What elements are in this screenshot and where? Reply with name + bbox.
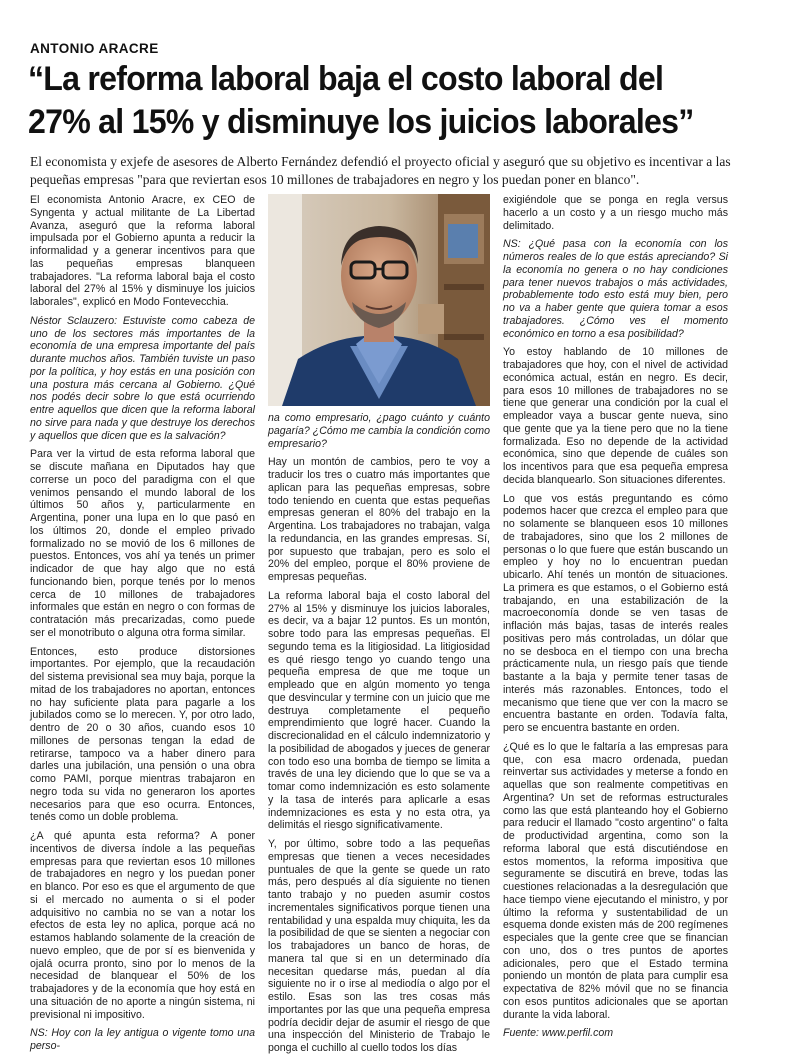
paragraph: Y, por último, sobre todo a las pequeñas empresas que tienen a veces necesidades puntuales de que la gente se quede un rato más, pero después al día siguiente no tienen tanto trabajo y no pueden asumir costos incrementales significativos porque tienen una rentabilidad y una espalda muy chiquita, les da la posibilidad de que se sienten a negociar con los trabajadores un banco de horas, de manera tal que si en un determinado día necesitan quedarse más, puedan al día siguiente no ir o irse al mediodía o algo por el estilo. Esas son las tres cosas más importantes por las que una pequeña empresa podría decidir dejar de asumir el riesgo de que una inspección del Ministerio de Trabajo le ponga el cuchillo al cuello todos los días bbox=[268, 838, 490, 1054]
headline: “La reforma laboral baja el costo laboral del 27% al 15% y disminuye los juicios laborales” bbox=[28, 60, 694, 141]
paragraph: El economista Antonio Aracre, ex CEO de Syngenta y actual militante de La Libertad Avanza, aseguró que la reforma laboral impulsada por el Gobierno apunta a reducir la informalidad y a generar incentivos para que las pequeñas empresas blanqueen trabajadores. "La reforma laboral baja el costo laboral del 27% al 15% y disminuye los juicios laborales", explicó en Modo Fontevecchia. bbox=[30, 194, 255, 308]
interview-question: NS: ¿Qué pasa con la economía con los números reales de lo que estás apreciando? Si la economía no genera o no hay condiciones para tener nuevos trabajos o más actividades, probablemente todo esto está muy bien, pero no va a haber gente que quiera tomar a esos trabajadores. ¿Cómo ves el momento económico en torno a esa posibilidad? bbox=[503, 238, 728, 340]
column-3 bbox=[503, 194, 728, 1046]
interview-question: Néstor Sclauzero: Estuviste como cabeza de uno de los sectores más importantes de la economía de una empresa importante del país durante muchos años. También tuviste un paso por la política, y hoy estás en una posición con una postura más cercana al Gobierno. ¿Qué nos podés decir sobre lo que está ocurriendo entre aquellos que dicen que la reforma laboral no sirve para nada y que destruye los derechos y aquellos que dicen que es la salvación? bbox=[30, 314, 255, 442]
paragraph: exigiéndole que se ponga en regla versus hacerlo a un costo y a un riesgo mucho más delimitado. bbox=[503, 194, 728, 232]
interview-question: NS: Hoy con la ley antigua o vigente tomo una perso- bbox=[30, 1027, 255, 1052]
paragraph: Para ver la virtud de esta reforma laboral que se discute mañana en Diputados hay que correrse un poco del paradigma con el que venimos pensando el mundo laboral de los últimos 50 años y, particularmente en Argentina, poner una lupa en lo que pasó en los últimos 20, donde el empleo privado formalizado no se movió de los 6 millones de puestos. Entonces, vos ahí ya tenés un primer indicador de que hay algo que no está funcionando bien, porque tenés por lo menos cerca de 10 millones de trabajadores informales que están en negro o con formas de contratación más precarizadas, como puede ser el monotributo o alguna otra forma similar. bbox=[30, 448, 255, 639]
interview-question: na como empresario, ¿pago cuánto y cuánto pagaría? ¿Cómo me cambia la condición como empresario? bbox=[268, 412, 490, 450]
column-2 bbox=[268, 194, 490, 1061]
author-name: ANTONIO ARACRE bbox=[30, 41, 159, 56]
paragraph: ¿Qué es lo que le faltaría a las empresas para que, con esa macro ordenada, puedan reinvertar sus actividades y meterse a fondo en aquellas que son realmente competitivas en Argentina? Un set de reformas estructurales como las que está planteando hoy el Gobierno para reducir el llamado "costo argentino" o falta de productividad argentina, como son la reforma laboral que está discutiéndose en estos momentos, la reforma impositiva que seguramente se discutirá en breve, todas las cuestiones relacionadas a la desregulación que hace tiempo viene ejecutando el ministro, y por último la reforma y sustentabilidad de un esquema donde existen más de 200 regímenes especiales que la gente cree que se financian con uno, dos o tres puntos de aportes adicionales, pero que el Estado termina poniendo un montón de plata para cumplir esa expectativa de 82% móvil que no se financia con esos puntitos adicionales que se aportan durante la vida laboral. bbox=[503, 740, 728, 1021]
portrait-photo bbox=[268, 194, 490, 406]
paragraph: Hay un montón de cambios, pero te voy a traducir los tres o cuatro más importantes que aplican para las pequeñas empresas, sobre todo teniendo en cuenta que estas pequeñas empresas generan el 80% del trabajo en la Argentina. Los trabajadores no trabajan, valga la redundancia, en las grandes empresas. Sí, por supuesto que trabajan, pero es solo el 20% del empleo, porque el 80% proviene de empresas pequeñas. bbox=[268, 456, 490, 583]
paragraph: ¿A qué apunta esta reforma? A poner incentivos de diversa índole a las pequeñas empresas para que reviertan esos 10 millones de trabajadores en negro y los puedan poner en blanco. Por eso es que el argumento de que si el mercado no aumenta o si el poder adquisitivo no cambia no se van a notar los efectos de esta ley no aplica, porque acá no estamos hablando solamente de la creación de nuevo empleo, que de por sí es bienvenida y ojalá ocurra pronto, sino por lo menos de la necesidad de blanquear el 50% de los trabajadores y de la economía que hoy está en una situación de no aporte a ningún sistema, ni previsional ni impositivo. bbox=[30, 830, 255, 1021]
deck: El economista y exjefe de asesores de Alberto Fernández defendió el proyecto oficial y aseguró que su objetivo es incentivar a las pequeñas empresas "para que reviertan esos 10 millones de trabajadores en negro y los puedan poner en blanco". bbox=[30, 154, 731, 187]
paragraph: Lo que vos estás preguntando es cómo podemos hacer que crezca el empleo para que no solamente se blanqueen esos 10 millones de trabajadores, sino que los 2 millones de personas o lo que fuere que están buscando un empleo y hoy no lo encuentran puedan ubicarlo. Ahí tenés un montón de situaciones. La primera es que estamos, o el Gobierno está trabajando, en una estabilización de la macroeconomía donde se ven tasas de inflación más bajas, tasas de interés reales positivas pero más controladas, un dólar que no se desboca en el tiempo con una brecha prácticamente nula, un riesgo país que tiende bastante a la baja y permite tener tasas de interés más razonables. Entonces, todo el mecanismo que tiene que ver con la macro se encuentra bastante en orden. Todavía falta, pero se encuentra bastante en orden. bbox=[503, 492, 728, 734]
source-credit: Fuente: www.perfil.com bbox=[503, 1027, 614, 1040]
portrait-illustration bbox=[268, 194, 490, 406]
paragraph: Entonces, esto produce distorsiones importantes. Por ejemplo, que la recaudación del sistema previsional sea muy baja, porque la mitad de los trabajadores no aportan, entonces no hay suficiente plata para pagarle a los jubilados como se lo merecen. Y, por otro lado, dentro de 20 o 30 años, cuando esos 10 millones de personas tengan la edad de retirarse, tampoco va a haber dinero para darles una jubilación, una pensión o una obra como PAMI, porque mientras trabajaron en negro toda su vida no generaron los aportes necesarios para que eso ocurra. Entonces, tenés como un doble problema. bbox=[30, 645, 255, 824]
paragraph: Yo estoy hablando de 10 millones de trabajadores que hoy, con el nivel de actividad económica actual, están en negro. Es decir, para esos 10 millones de trabajadores no se tiene que generar una condición por la cual el empleador vaya a buscar gente nueva, sino que gente que ya la tiene pero que no la tiene formalizada. Eso no depende de la actividad económica, sino que depende de cuáles son los incentivos para que esa pequeña empresa decida blanquearlo. Son situaciones diferentes. bbox=[503, 346, 728, 486]
column-1 bbox=[30, 194, 255, 1059]
paragraph: La reforma laboral baja el costo laboral del 27% al 15% y disminuye los juicios laborales, es decir, va a bajar 12 puntos. Es un montón, sobre todo para las empresas pequeñas. El segundo tema es la litigiosidad. La litigiosidad es qué riesgo tengo yo cuando tengo una pequeña empresa de que me toque un empleado que en algún momento yo tenga que desvincular y termine con un juicio que me destruya completamente el pequeño emprendimiento que logré hacer. Cuando la discrecionalidad en el cálculo indemnizatorio y la posibilidad de abogados y jueces de generar con todo eso una bomba de tiempo se limita a través de una ley diciendo que lo que se va a tomar como indemnización es esto solamente y la tasa de interés para aplicarle a esas indemnizaciones es esta y no esta otra, ya delimitás el riesgo significativamente. bbox=[268, 589, 490, 832]
